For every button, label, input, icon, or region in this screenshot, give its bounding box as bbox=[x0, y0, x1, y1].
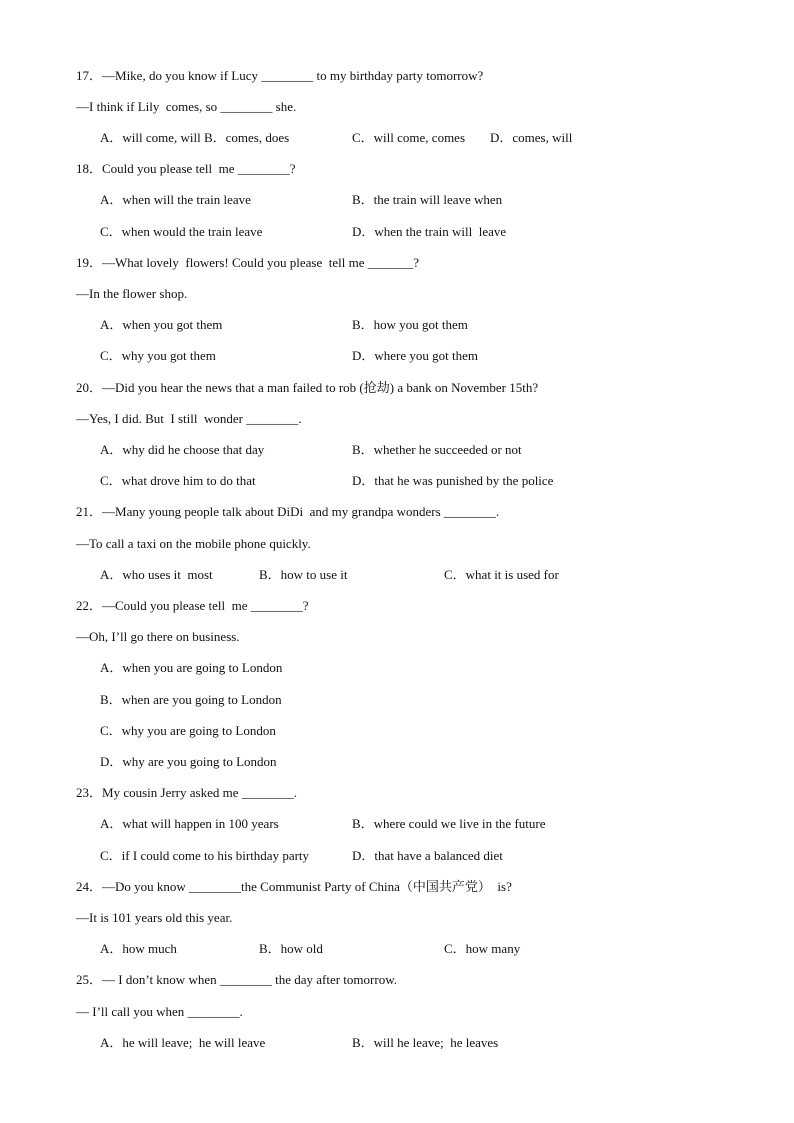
option-22-d[interactable]: D．why are you going to London bbox=[100, 754, 277, 769]
option-20-b[interactable]: B．whether he succeeded or not bbox=[352, 442, 522, 457]
question-25-reply: — I’ll call you when ________. bbox=[76, 1004, 243, 1019]
option-23-b[interactable]: B．where could we live in the future bbox=[352, 816, 546, 831]
option-23-a[interactable]: A．what will happen in 100 years bbox=[100, 816, 279, 831]
question-24-stem: 24．—Do you know ________the Communist Party of China（中国共产党） is? bbox=[76, 879, 512, 894]
question-number: 20． bbox=[76, 380, 103, 395]
option-22-a[interactable]: A．when you are going to London bbox=[100, 660, 283, 675]
question-17-reply: —I think if Lily comes, so ________ she. bbox=[76, 99, 297, 114]
question-18-stem: 18．Could you please tell me ________? bbox=[76, 161, 296, 176]
option-19-a[interactable]: A．when you got them bbox=[100, 317, 223, 332]
option-23-d[interactable]: D．that have a balanced diet bbox=[352, 848, 503, 863]
question-number: 25． bbox=[76, 972, 103, 987]
option-20-c[interactable]: C．what drove him to do that bbox=[100, 473, 256, 488]
question-24-reply: —It is 101 years old this year. bbox=[76, 910, 233, 925]
option-24-c[interactable]: C．how many bbox=[444, 941, 521, 956]
option-25-a[interactable]: A．he will leave; he will leave bbox=[100, 1035, 266, 1050]
option-19-d[interactable]: D．where you got them bbox=[352, 348, 479, 363]
option-19-b[interactable]: B．how you got them bbox=[352, 317, 468, 332]
option-21-c[interactable]: C．what it is used for bbox=[444, 567, 559, 582]
option-17-ab[interactable]: A．will come, will B．comes, does bbox=[100, 130, 290, 145]
question-20-reply: —Yes, I did. But I still wonder ________. bbox=[76, 411, 302, 426]
question-22-stem: 22．—Could you please tell me ________? bbox=[76, 598, 309, 613]
option-20-a[interactable]: A．why did he choose that day bbox=[100, 442, 265, 457]
question-number: 23． bbox=[76, 785, 103, 800]
option-18-a[interactable]: A．when will the train leave bbox=[100, 192, 251, 207]
question-number: 21． bbox=[76, 504, 103, 519]
option-22-c[interactable]: C．why you are going to London bbox=[100, 723, 276, 738]
option-18-d[interactable]: D．when the train will leave bbox=[352, 224, 507, 239]
question-23-stem: 23．My cousin Jerry asked me ________. bbox=[76, 785, 297, 800]
option-24-b[interactable]: B．how old bbox=[259, 941, 323, 956]
option-18-b[interactable]: B．the train will leave when bbox=[352, 192, 503, 207]
option-21-b[interactable]: B．how to use it bbox=[259, 567, 348, 582]
option-23-c[interactable]: C．if I could come to his birthday party bbox=[100, 848, 310, 863]
option-17-c[interactable]: C．will come, comes bbox=[352, 130, 466, 145]
question-25-stem: 25．— I don’t know when ________ the day after tomorrow. bbox=[76, 972, 397, 987]
question-number: 19． bbox=[76, 255, 103, 270]
question-20-stem: 20．—Did you hear the news that a man failed to rob (抢劫) a bank on November 15th? bbox=[76, 380, 539, 395]
question-19-stem: 19．—What lovely flowers! Could you please tell me _______? bbox=[76, 255, 419, 270]
question-21-reply: —To call a taxi on the mobile phone quickly. bbox=[76, 536, 311, 551]
question-number: 24． bbox=[76, 879, 103, 894]
question-22-reply: —Oh, I’ll go there on business. bbox=[76, 629, 240, 644]
option-24-a[interactable]: A．how much bbox=[100, 941, 177, 956]
question-number: 18． bbox=[76, 161, 103, 176]
option-18-c[interactable]: C．when would the train leave bbox=[100, 224, 263, 239]
question-19-reply: —In the flower shop. bbox=[76, 286, 188, 301]
question-21-stem: 21．—Many young people talk about DiDi and my grandpa wonders ________. bbox=[76, 504, 500, 519]
question-number: 17． bbox=[76, 68, 103, 83]
option-20-d[interactable]: D．that he was punished by the police bbox=[352, 473, 554, 488]
option-17-d[interactable]: D．comes, will bbox=[490, 130, 573, 145]
option-22-b[interactable]: B．when are you going to London bbox=[100, 692, 282, 707]
question-17-stem: 17．—Mike, do you know if Lucy ________ to my birthday party tomorrow? bbox=[76, 68, 484, 83]
option-25-b[interactable]: B．will he leave; he leaves bbox=[352, 1035, 499, 1050]
option-19-c[interactable]: C．why you got them bbox=[100, 348, 216, 363]
option-21-a[interactable]: A．who uses it most bbox=[100, 567, 213, 582]
question-number: 22． bbox=[76, 598, 103, 613]
